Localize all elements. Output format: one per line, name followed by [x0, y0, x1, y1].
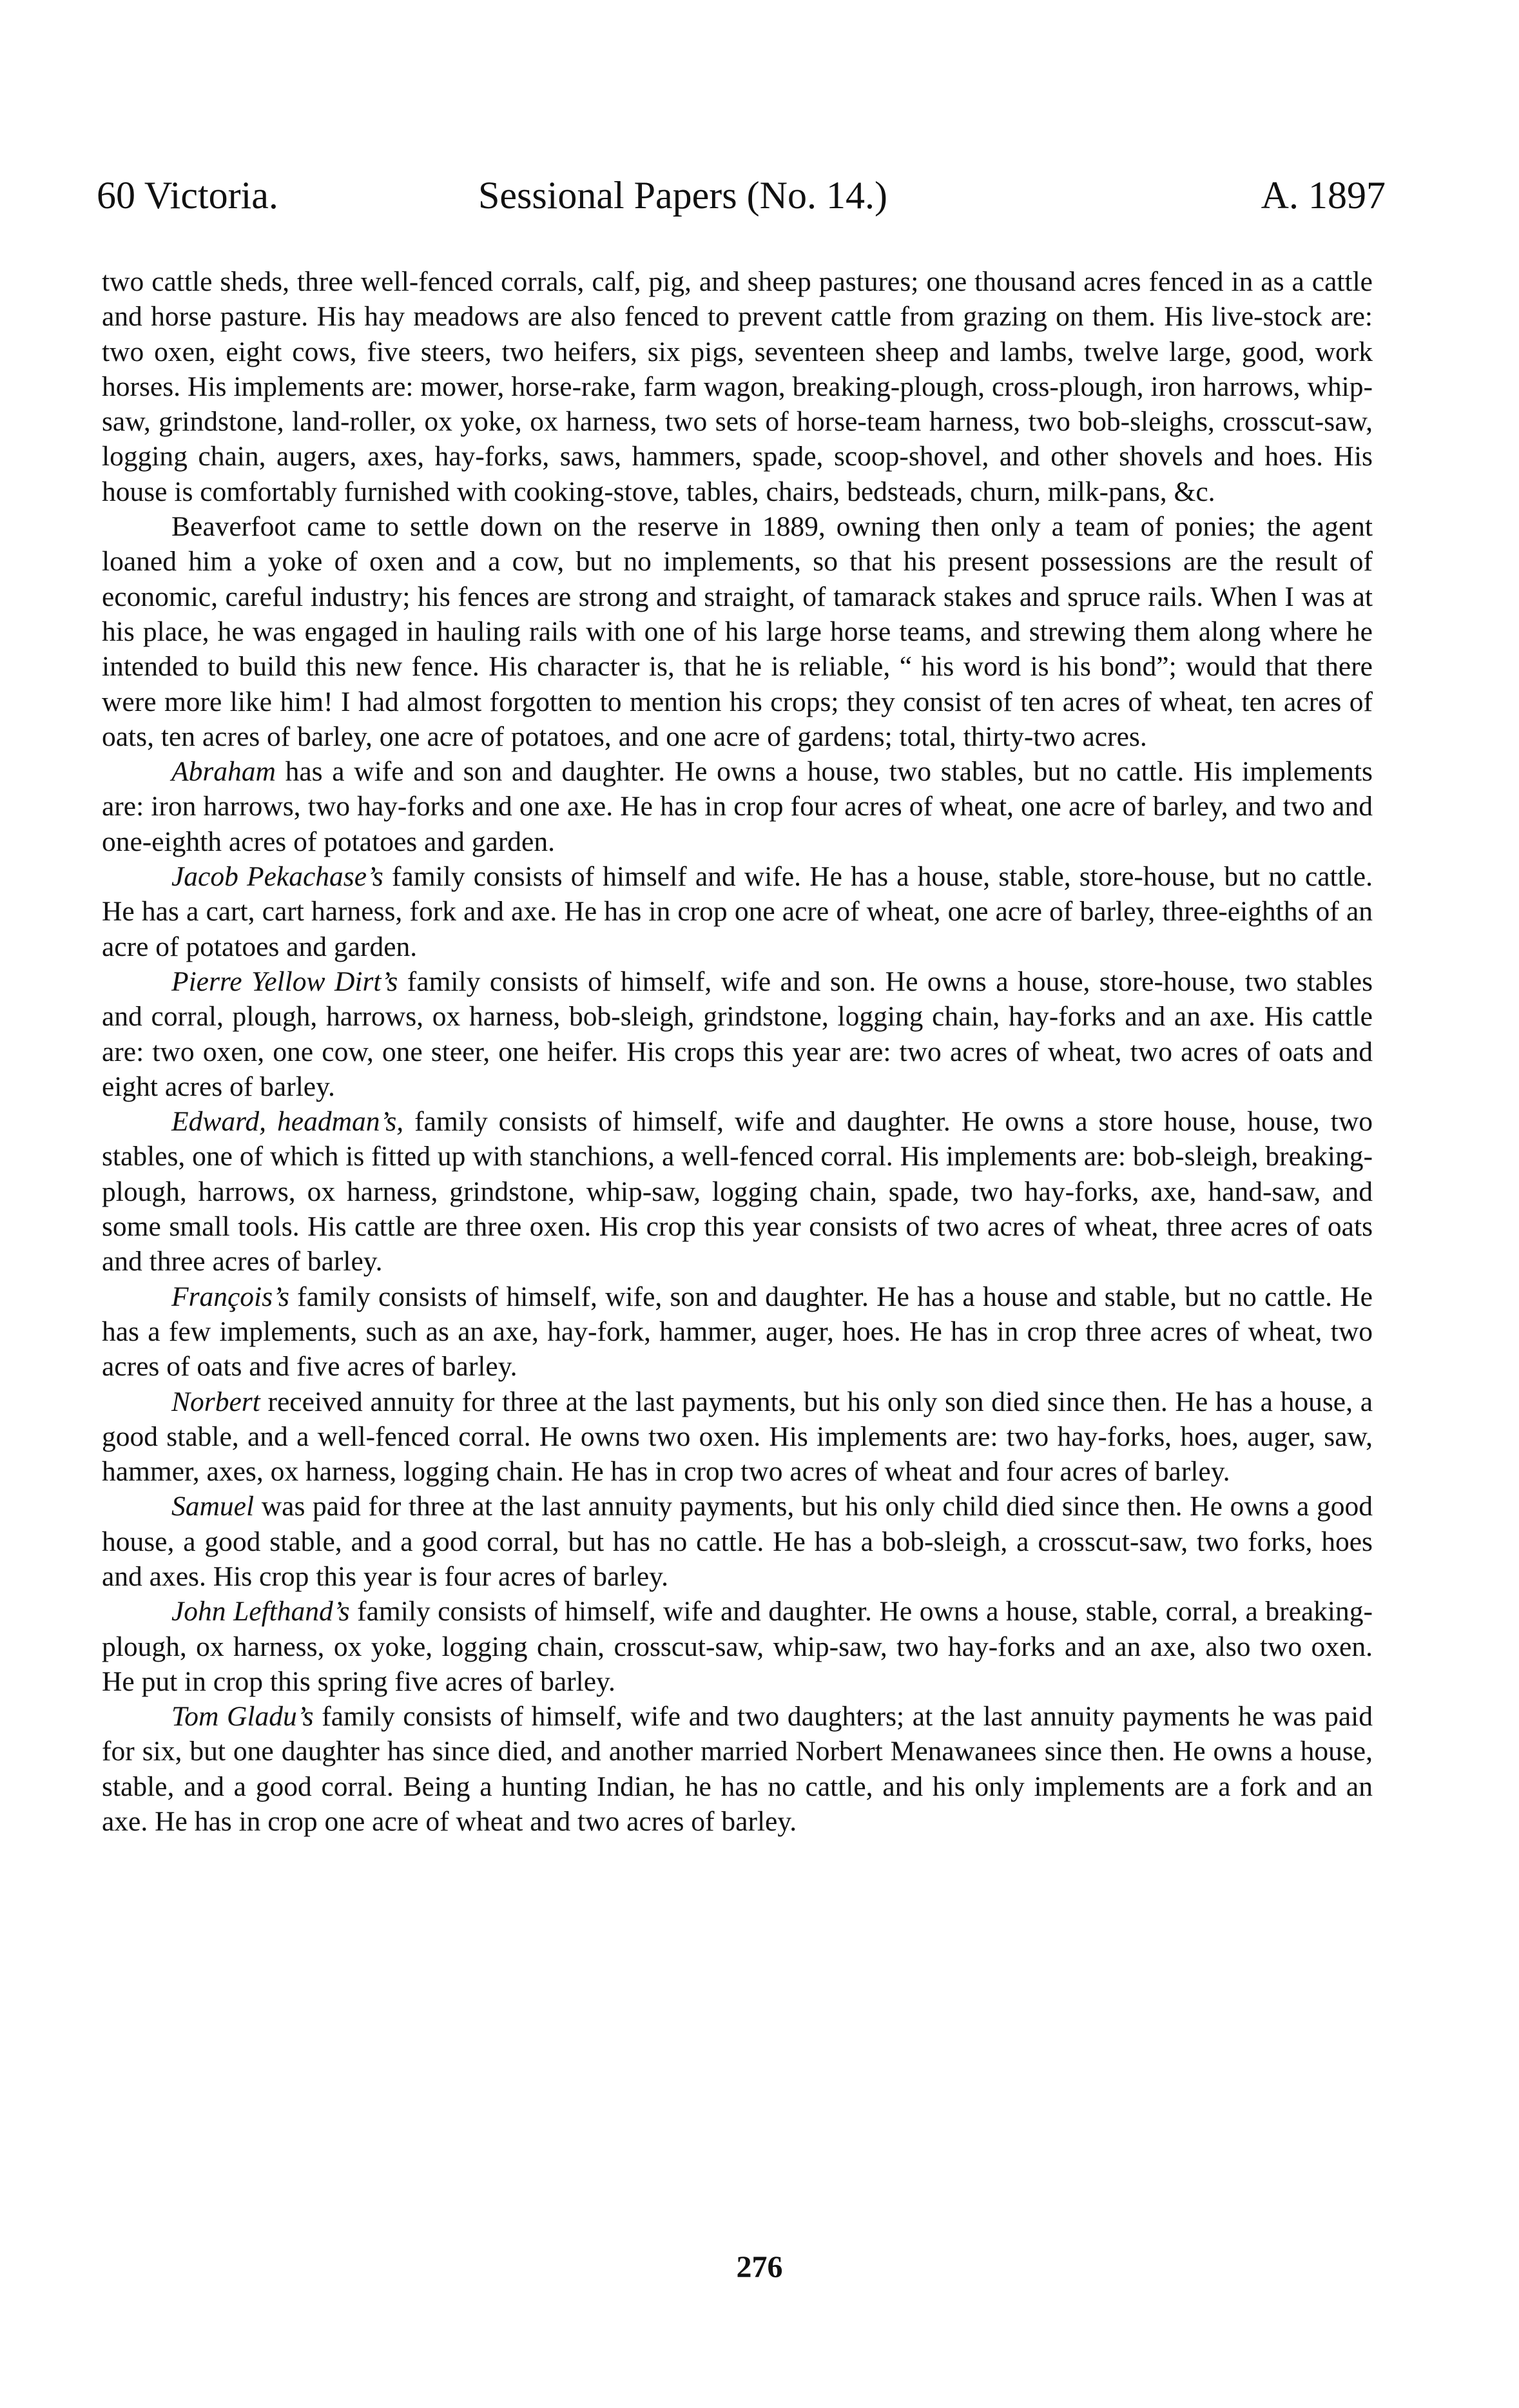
- paragraph-jacob-pekachase: [102, 859, 1373, 964]
- person-name: John Lefthand’s: [171, 1596, 350, 1627]
- paragraph-text: family consists of himself, wife, son and daughter. He has a house and stable, but no cattle. He has a few implements, such as an axe, hay-fork, hammer, auger, hoes. He has in crop three acres of wheat, two acres of oats and five acres of barley.: [102, 1281, 1373, 1383]
- paragraph-text: family consists of himself, wife and son. He owns a house, store-house, two stables and corral, plough, harrows, ox harness, bob-sleigh, grindstone, logging chain, hay-forks and an axe. His cattle are: two oxen, one cow, one steer, one heifer. His crops this year are: two acres of wheat, two acres of oats and eight acres of barley.: [102, 966, 1373, 1102]
- paragraph-text: family consists of himself, wife and two daughters; at the last annuity payments he was paid for six, but one daughter has since died, and another married Norbert Menawanees since then. He owns a house, stable, and a good corral. Being a hunting Indian, he has no cattle, and his only implements are a fork and an axe. He has in crop one acre of wheat and two acres of barley.: [102, 1701, 1373, 1838]
- paragraph-pierre-yellow-dirt: [102, 964, 1373, 1104]
- person-name: Samuel: [171, 1491, 255, 1522]
- paragraph-text: received annuity for three at the last payments, but his only son died since then. He has a house, a good stable, and a well-fenced corral. He owns two oxen. His implements are: two hay-forks, hoes, auger, saw, hammer, axes, ox harness, logging chain. He has in crop two acres of wheat and four acres of barley.: [102, 1386, 1373, 1488]
- header-year: A. 1897: [1261, 174, 1386, 217]
- paragraph-text: Beaverfoot came to settle down on the reserve in 1889, owning then only a team of ponies; the agent loaned him a yoke of oxen and a cow, but no implements, so that his present possessions are the result of economic, careful industry; his fences are strong and straight, of tamarack stakes and spruce rails. When I was at his place, he was engaged in hauling rails with one of his large horse teams, and strewing them along where he intended to build this new fence. His character is, that he is reliable, “ his word is his bond”; would that there were more like him! I had almost forgotten to mention his crops; they consist of ten acres of wheat, ten acres of oats, ten acres of barley, one acre of potatoes, and one acre of gardens; total, thirty-two acres.: [102, 511, 1373, 752]
- paragraph-text: two cattle sheds, three well-fenced corrals, calf, pig, and sheep pastures; one thousand acres fenced in as a cattle and horse pasture. His hay meadows are also fenced to prevent cattle from grazing on them. His live-stock are: two oxen, eight cows, five steers, two heifers, six pigs, seventeen sheep and lambs, twelve large, good, work horses. His implements are: mower, horse-rake, farm wagon, breaking-plough, cross-plough, iron harrows, whip-saw, grindstone, land-roller, ox yoke, ox harness, two sets of horse-team harness, two bob-sleighs, crosscut-saw, logging chain, augers, axes, hay-forks, saws, hammers, spade, scoop-shovel, and other shovels and hoes. His house is comfortably furnished with cooking-stove, tables, chairs, bedsteads, churn, milk-pans, &c.: [102, 266, 1373, 507]
- paragraph-samuel: [102, 1489, 1373, 1594]
- paragraph-text: has a wife and son and daughter. He owns a house, two stables, but no cattle. His implements are: iron harrows, two hay-forks and one axe. He has in crop four acres of wheat, one acre of barley, and two and one-eighth acres of potatoes and garden.: [102, 756, 1373, 857]
- header-volume: 60 Victoria.: [97, 174, 278, 217]
- person-name: Pierre Yellow Dirt’s: [171, 966, 398, 997]
- paragraph-text: family consists of himself and wife. He has a house, stable, store-house, but no cattle. He has a cart, cart harness, fork and axe. He has in crop one acre of wheat, one acre of barley, three-eighths of an acre of potatoes and garden.: [102, 861, 1373, 962]
- paragraph-francois: [102, 1279, 1373, 1384]
- paragraph-tom-gladu: [102, 1699, 1373, 1839]
- person-name: Abraham: [171, 756, 276, 788]
- paragraph-abraham: [102, 754, 1373, 859]
- person-name: Edward, headman’s,: [171, 1106, 404, 1138]
- paragraph-text: was paid for three at the last annuity payments, but his only child died since then. He owns a good house, a good stable, and a good corral, but has no cattle. He has a bob-sleigh, a crosscut-saw, two forks, hoes and axes. His crop this year is four acres of barley.: [102, 1491, 1373, 1592]
- person-name: Tom Gladu’s: [171, 1701, 314, 1733]
- paragraph-continued: [102, 264, 1373, 509]
- paragraph-text: family consists of himself, wife and daughter. He owns a house, stable, corral, a breaking-plough, ox harness, ox yoke, logging chain, crosscut-saw, whip-saw, two hay-forks and an axe, also two oxen. He put in crop this spring five acres of barley.: [102, 1596, 1373, 1697]
- paragraph-beaverfoot: [102, 509, 1373, 754]
- paragraph-john-lefthand: [102, 1594, 1373, 1699]
- body-text: [102, 264, 1373, 1839]
- person-name: Norbert: [171, 1386, 260, 1417]
- running-header: [97, 166, 1386, 224]
- page-number: 276: [736, 2250, 783, 2284]
- paragraph-norbert: [102, 1384, 1373, 1490]
- header-title: Sessional Papers (No. 14.): [478, 174, 887, 217]
- paragraph-edward-headman: [102, 1104, 1373, 1279]
- paragraph-text: family consists of himself, wife and daughter. He owns a store house, house, two stables, one of which is fitted up with stanchions, a well-fenced corral. His implements are: bob-sleigh, breaking-plough, harrows, ox harness, grindstone, whip-saw, logging chain, spade, two hay-forks, axe, hand-saw, and some small tools. His cattle are three oxen. His crop this year consists of two acres of wheat, three acres of oats and three acres of barley.: [102, 1106, 1373, 1277]
- person-name: Jacob Pekachase’s: [171, 861, 383, 893]
- person-name: François’s: [171, 1281, 289, 1312]
